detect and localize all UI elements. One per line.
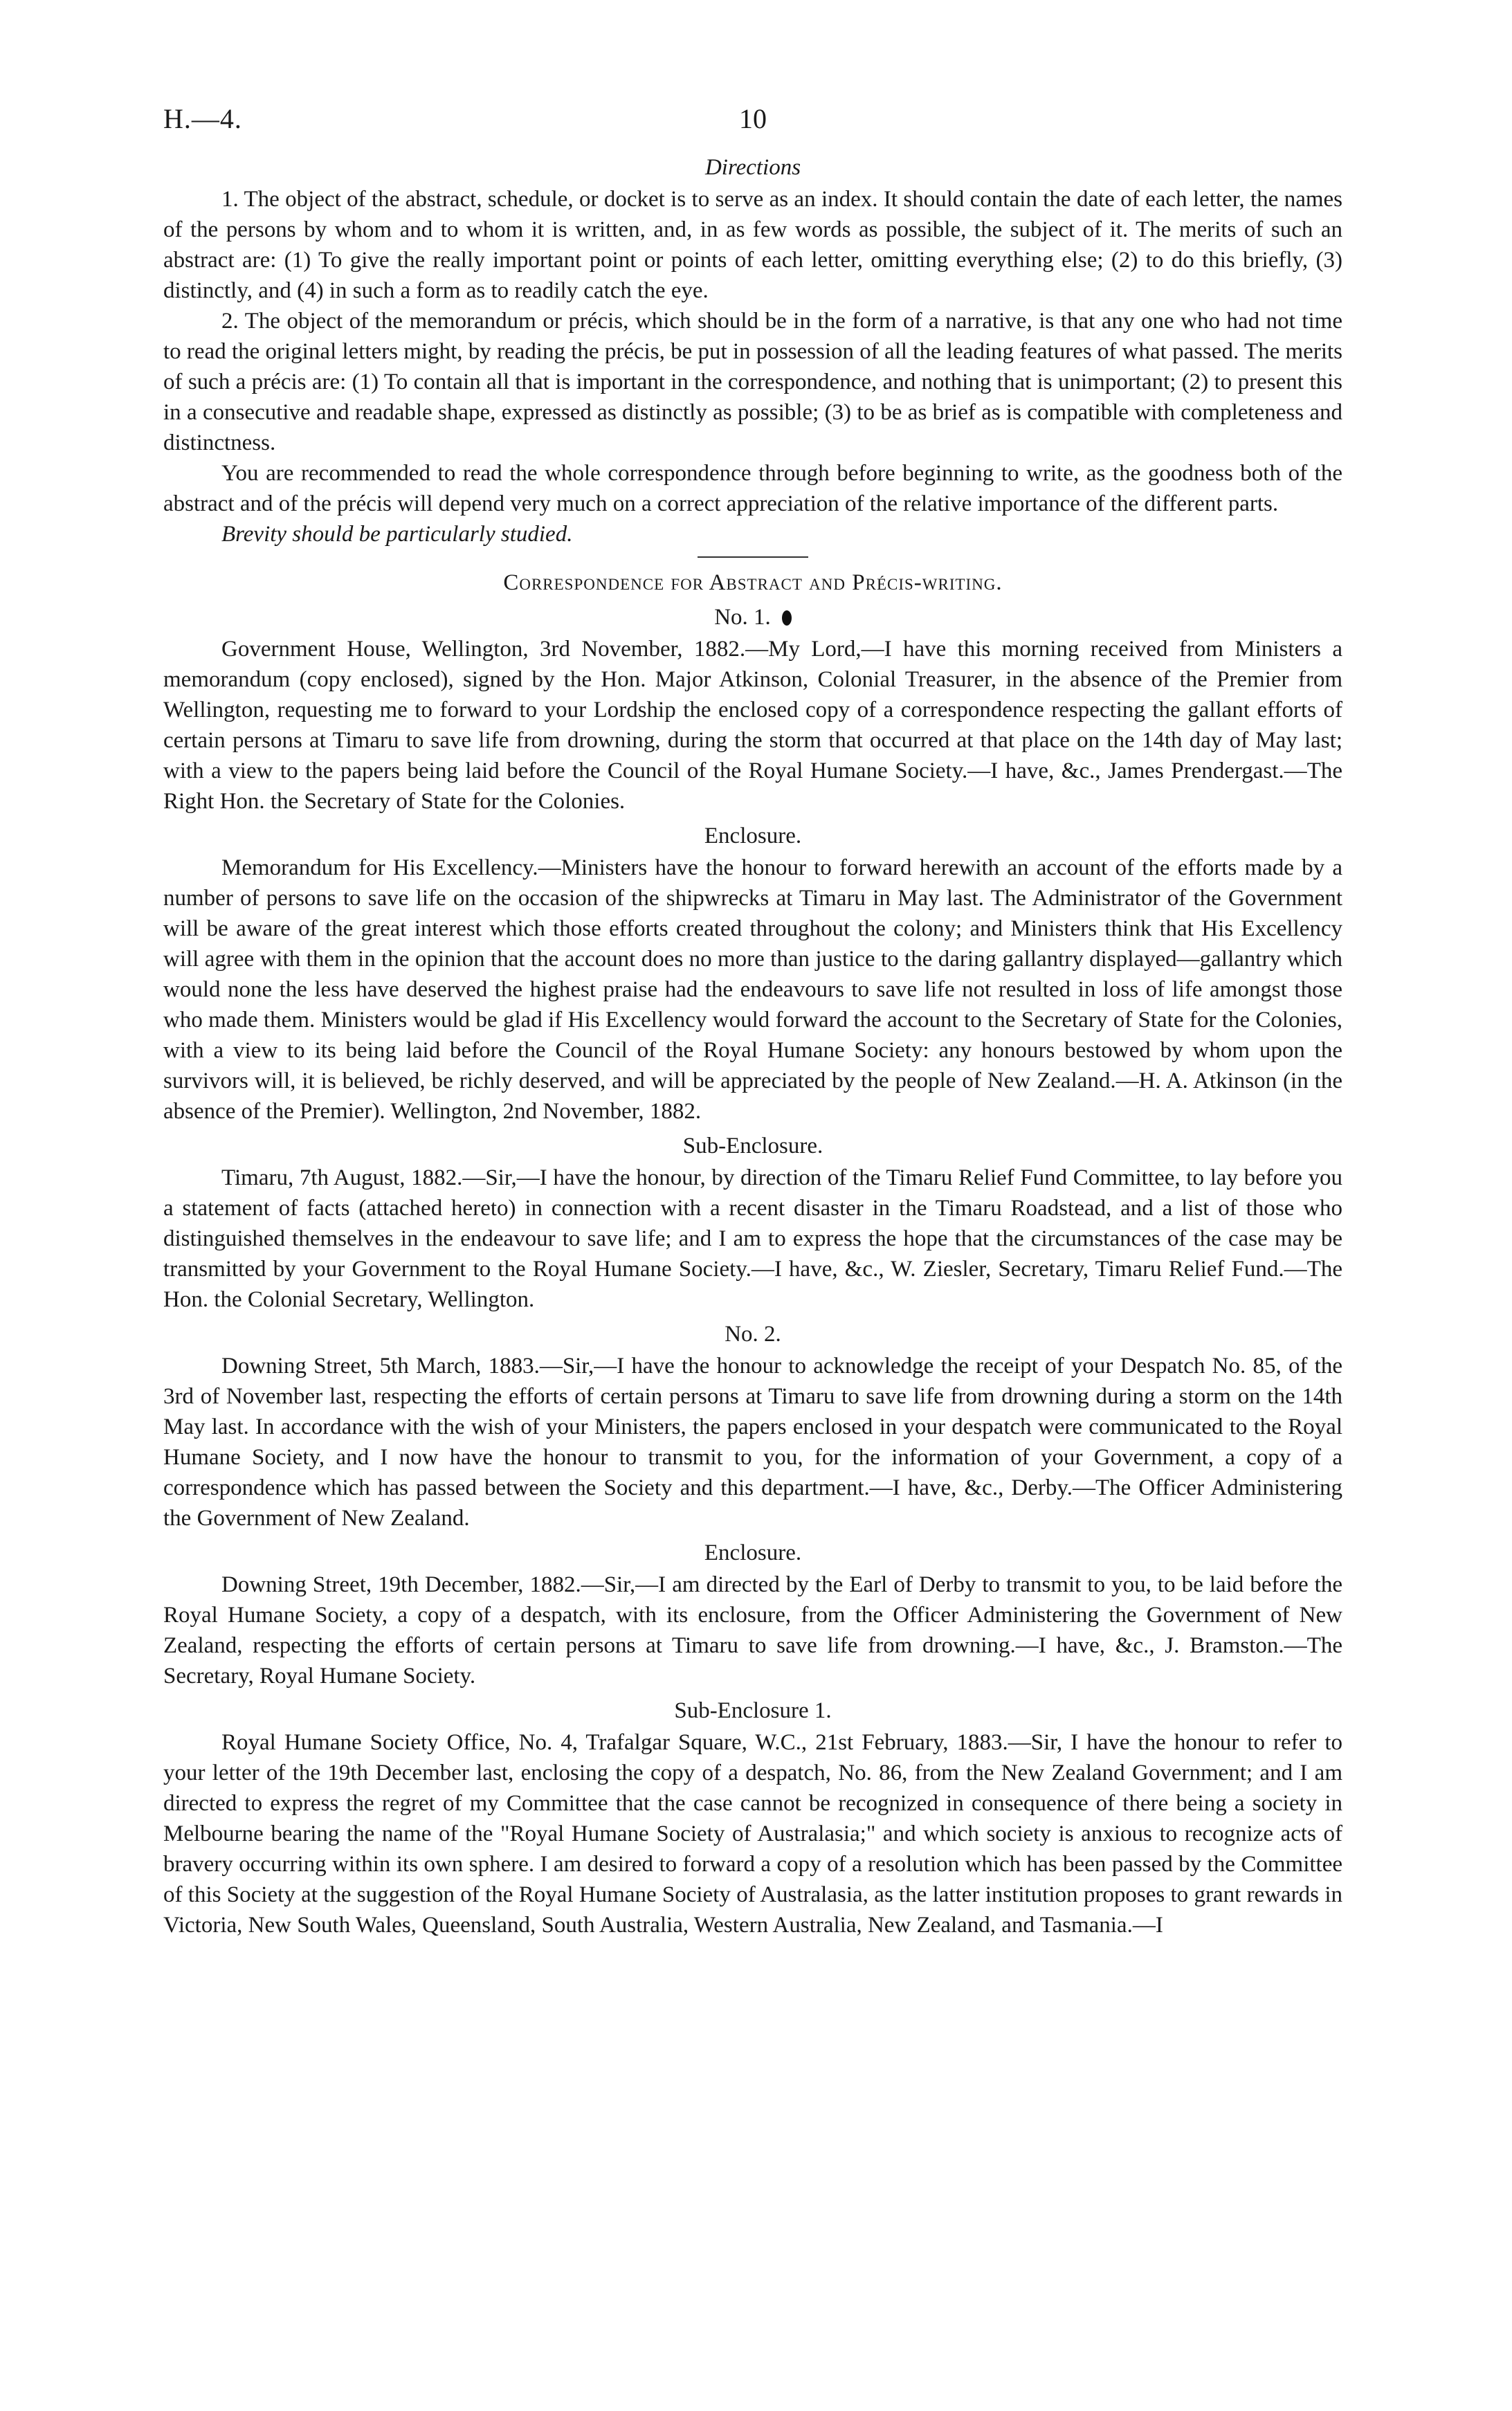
directions-paragraph-2: 2. The object of the memorandum or précis, which should be in the form of a narrative, is that any one who had not time to read the original letters might, by reading the précis, be put in possession of all the leading features of what passed. The merits of such a précis are: (1) To contain all that is important in the correspondence, and nothing that is unimportant; (2) to present this in a consecutive and readable shape, expressed as distinctly as possible; (3) to be as brief as is compatible with completeness and distinctness. xyxy=(163,309,1342,455)
section-heading-no-1-text: No. 1. xyxy=(714,605,771,630)
letter-sub-enclosure-1: Royal Humane Society Office, No. 4, Trafalgar Square, W.C., 21st February, 1883.—Sir, I have the honour to refer to your letter of the 19th December last, enclosing the copy of a despatch, No. 86, from the New Zealand Government; and I am directed to express the regret of my Committee that the case cannot be recognized in consequence of there being a society in Melbourne bearing the name of the "Royal Humane Society of Australasia;" and which society is anxious to recognize acts of bravery occurring within its own sphere. I am desired to forward a copy of a resolution which has been passed by the Committee of this Society at the suggestion of the Royal Humane Society of Australasia, as the latter institution proposes to grant rewards in Victoria, New South Wales, Queensland, South Australia, Western Australia, New Zealand, and Tasmania.—I xyxy=(163,1730,1342,1938)
document-page xyxy=(163,104,1342,1940)
letter-sub-enclosure: Timaru, 7th August, 1882.—Sir,—I have the honour, by direction of the Timaru Relief Fund Committee, to lay before you a statement of facts (attached hereto) in connection with a recent disaster in the Timaru Roadstead, and a list of those who distinguished themselves in the endeavour to save life; and I am to express the hope that the circumstances of the case may be transmitted by your Government to the Royal Humane Society.—I have, &c., W. Ziesler, Secretary, Timaru Relief Fund.—The Hon. the Colonial Secretary, Wellington. xyxy=(163,1165,1342,1312)
directions-paragraph-3: You are recommended to read the whole correspondence through before beginning to write, as the goodness both of the abstract and of the précis will depend very much on a correct appreciation of the relative importance of the different parts. xyxy=(163,461,1342,516)
letter-no-1: Government House, Wellington, 3rd November, 1882.—My Lord,—I have this morning received from Ministers a memorandum (copy enclosed), signed by the Hon. Major Atkinson, Colonial Treasurer, in the absence of the Premier from Wellington, requesting me to forward to your Lordship the enclosed copy of a correspondence respecting the gallant efforts of certain persons at Timaru to save life from drowning, during the storm that occurred at that place on the 14th day of May last; with a view to the papers being laid before the Council of the Royal Humane Society.—I have, &c., James Prendergast.—The Right Hon. the Secretary of State for the Colonies. xyxy=(163,637,1342,814)
correspondence-heading: Correspondence for Abstract and Précis-writing. xyxy=(503,570,1003,595)
section-heading-no-1 xyxy=(163,602,1342,633)
letter-no-2: Downing Street, 5th March, 1883.—Sir,—I have the honour to acknowledge the receipt of your Despatch No. 85, of the 3rd of November last, respecting the efforts of certain persons at Timaru to save life from drowning during a storm on the 14th May last. In accordance with the wish of your Ministers, the papers enclosed in your despatch were communicated to the Royal Humane Society, and I now have the honour to transmit to you, for the information of your Government, a copy of a correspondence which has passed between the Society and this department.—I have, &c., Derby.—The Officer Administering the Government of New Zealand. xyxy=(163,1354,1342,1531)
section-heading-enclosure-1: Enclosure. xyxy=(704,824,802,848)
section-divider xyxy=(698,556,808,558)
memorandum-enclosure: Memorandum for His Excellency.—Ministers have the honour to forward herewith an account of the efforts made by a number of persons to save life on the occasion of the shipwrecks at Timaru in May last. The Administrator of the Government will be aware of the great interest which those efforts created throughout the colony; and Ministers think that His Excellency will agree with them in the opinion that the account does no more than justice to the daring gallantry displayed—gallantry which would none the less have deserved the highest praise had the endeavours to save life not resulted in loss of life amongst those who made them. Ministers would be glad if His Excellency would forward the account to the Secretary of State for the Colonies, with a view to its being laid before the Council of the Royal Humane Society: any honours bestowed by whom upon the survivors will, it is believed, be richly deserved, and will be appreciated by the people of New Zealand.—H. A. Atkinson (in the absence of the Premier). Wellington, 2nd November, 1882. xyxy=(163,855,1342,1124)
directions-paragraph-1: 1. The object of the abstract, schedule, or docket is to serve as an index. It should contain the date of each letter, the names of the persons by whom and to whom it is written, and, in as few words as possible, the subject of it. The merits of such an abstract are: (1) To give the really important point or points of each letter, omitting everything else; (2) to do this briefly, (3) distinctly, and (4) in such a form as to readily catch the eye. xyxy=(163,187,1342,303)
report-code: H.—4. xyxy=(163,103,242,134)
section-heading-sub-enclosure-1: Sub-Enclosure 1. xyxy=(674,1698,832,1723)
directions-heading: Directions xyxy=(704,155,801,180)
page-number: 10 xyxy=(739,103,767,134)
section-heading-sub-enclosure: Sub-Enclosure. xyxy=(682,1134,823,1158)
page-header xyxy=(163,104,1342,148)
ink-blot-icon xyxy=(782,610,792,626)
brevity-note: Brevity should be particularly studied. xyxy=(221,522,573,547)
section-heading-no-2: No. 2. xyxy=(725,1322,781,1347)
section-heading-enclosure-2: Enclosure. xyxy=(704,1540,802,1565)
letter-enclosure-2: Downing Street, 19th December, 1882.—Sir,—I am directed by the Earl of Derby to transmit to you, to be laid before the Royal Humane Society, a copy of a despatch, with its enclosure, from the Officer Administering the Government of New Zealand, respecting the efforts of certain persons at Timaru to save life from drowning.—I have, &c., J. Bramston.—The Secretary, Royal Humane Society. xyxy=(163,1572,1342,1689)
